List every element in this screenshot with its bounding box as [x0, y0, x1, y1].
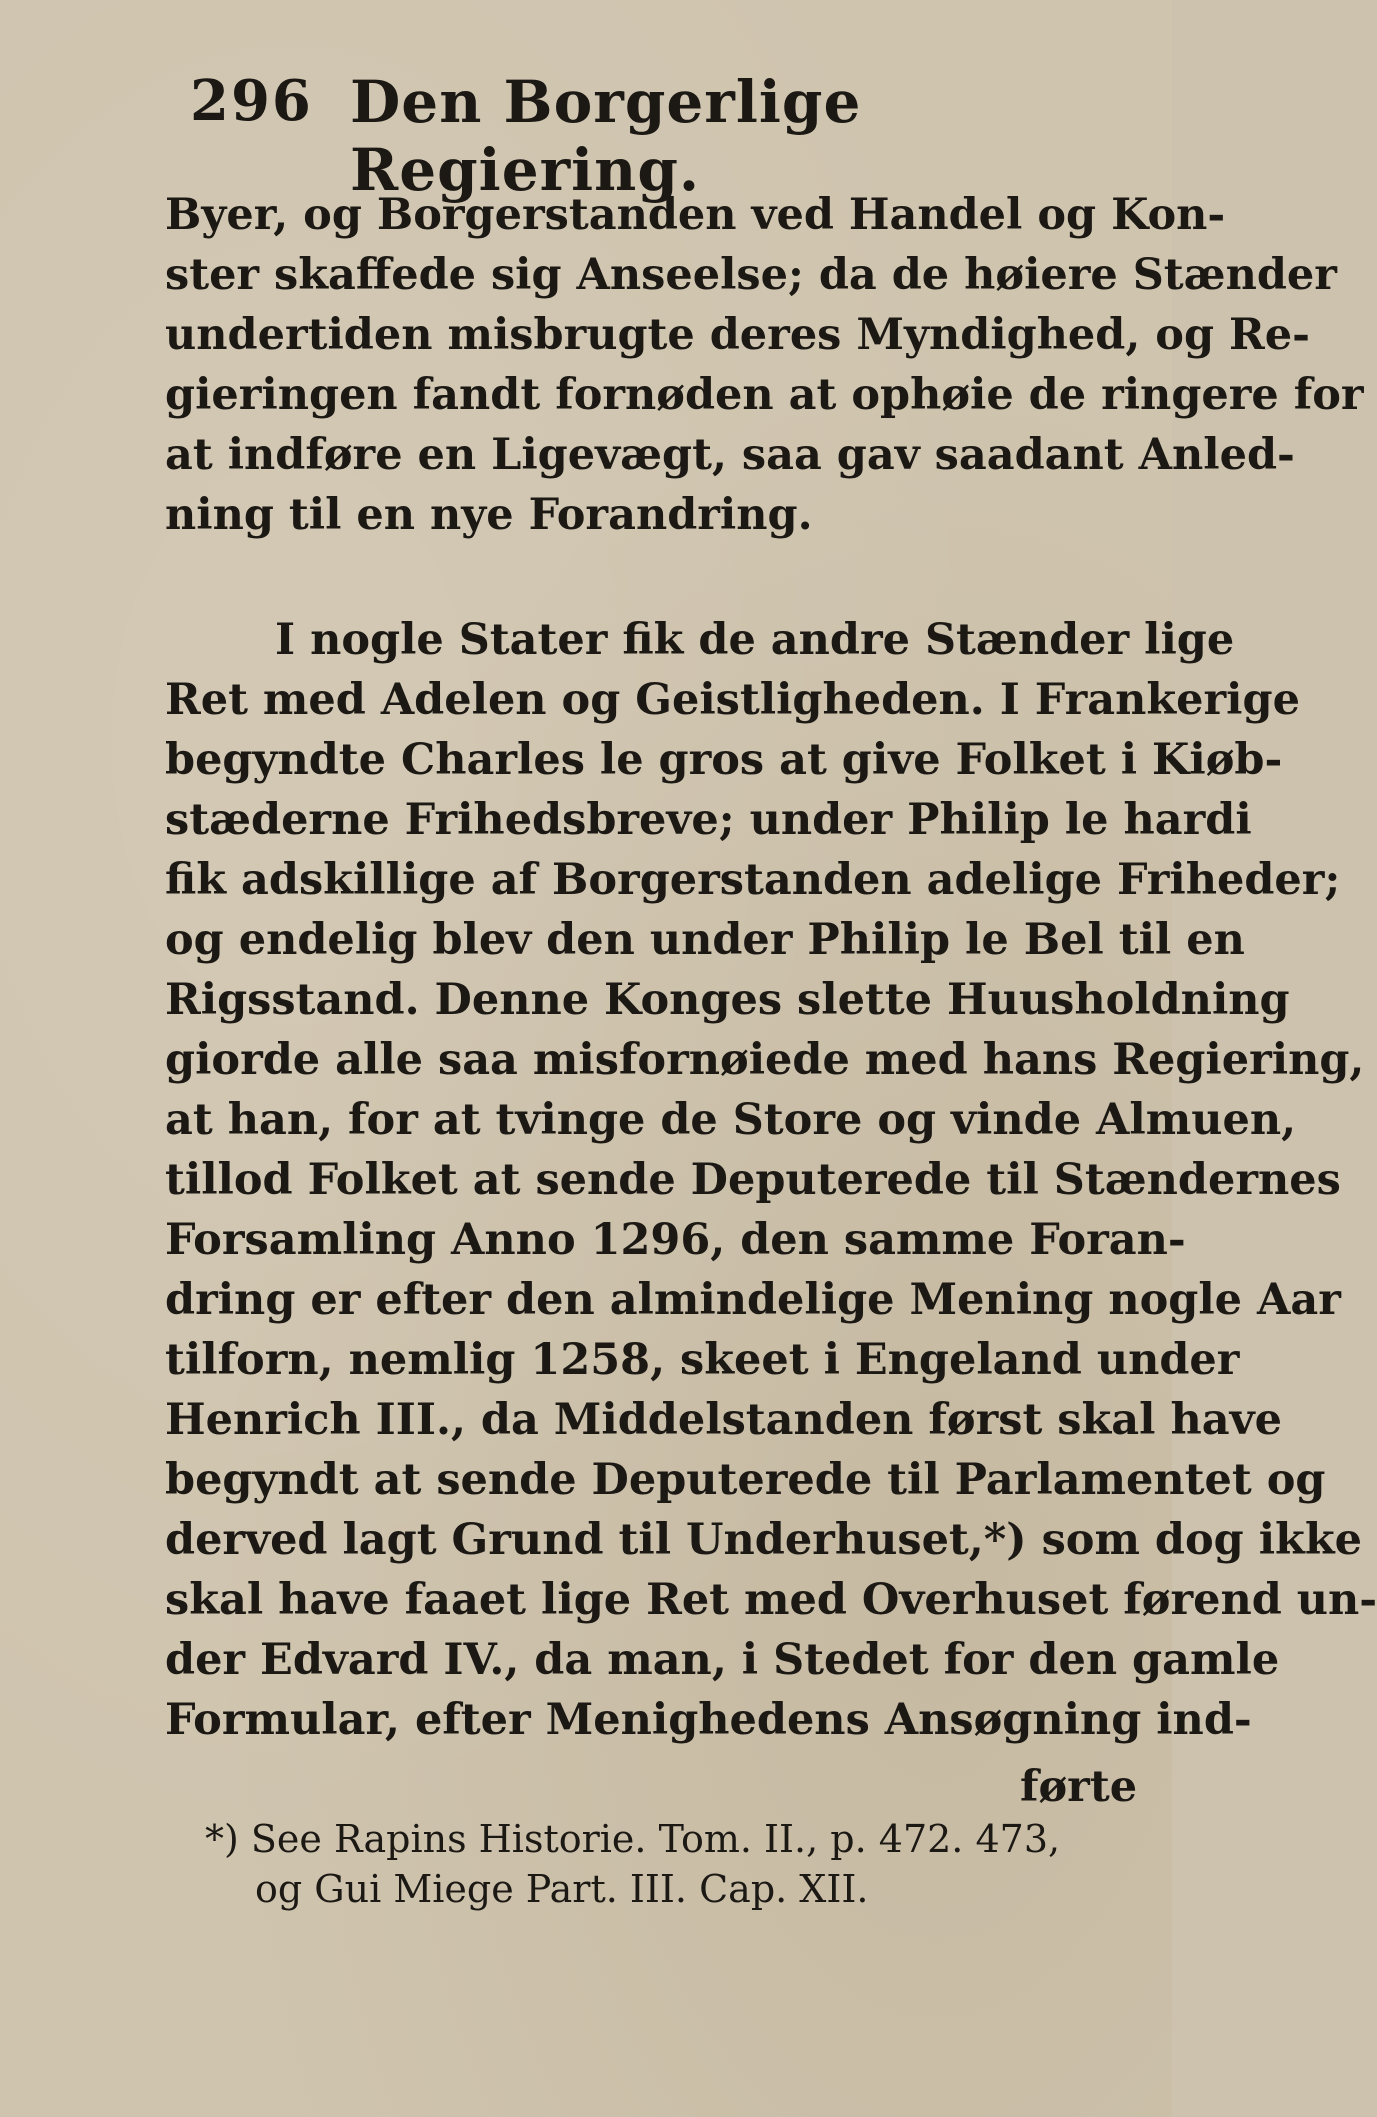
text-line: Ret med Adelen og Geistligheden. I Frankerige: [165, 675, 1300, 725]
text-line: Forsamling Anno 1296, den samme Foran-: [165, 1215, 1186, 1265]
text-line: tillod Folket at sende Deputerede til Stændernes: [165, 1155, 1341, 1205]
text-line: stæderne Frihedsbreve; under Philip le hardi: [165, 795, 1252, 845]
text-line: Byer, og Borgerstanden ved Handel og Kon-: [165, 190, 1226, 240]
text-line: begyndt at sende Deputerede til Parlamentet og: [165, 1455, 1326, 1505]
text-line: Rigsstand. Denne Konges slette Huusholdning: [165, 975, 1290, 1025]
text-line: begyndte Charles le gros at give Folket i Kiøb-: [165, 735, 1283, 785]
text-line: fik adskillige af Borgerstanden adelige Friheder;: [165, 855, 1341, 905]
page-number: 296: [190, 68, 313, 134]
text-line: at han, for at tvinge de Store og vinde Almuen,: [165, 1095, 1297, 1145]
footnote-line: *) See Rapins Historie. Tom. II., p. 472. 473,: [205, 1817, 1061, 1861]
text-line: og endelig blev den under Philip le Bel til en: [165, 915, 1245, 965]
text-line: I nogle Stater fik de andre Stænder lige: [275, 615, 1235, 665]
text-line: gieringen fandt fornøden at ophøie de ringere for: [165, 370, 1364, 420]
text-line: ning til en nye Forandring.: [165, 490, 813, 540]
text-line: tilforn, nemlig 1258, skeet i Engeland under: [165, 1335, 1240, 1385]
text-line: skal have faaet lige Ret med Overhuset førend un-: [165, 1575, 1377, 1625]
page-header: [190, 68, 1090, 204]
text-line: Henrich III., da Middelstanden først skal have: [165, 1395, 1282, 1445]
footnote-line: og Gui Miege Part. III. Cap. XII.: [255, 1867, 869, 1911]
text-line: derved lagt Grund til Underhuset,*) som dog ikke: [165, 1515, 1362, 1565]
text-line: at indføre en Ligevægt, saa gav saadant Anled-: [165, 430, 1295, 480]
text-line: Formular, efter Menighedens Ansøgning ind-: [165, 1695, 1252, 1745]
text-line: der Edvard IV., da man, i Stedet for den gamle: [165, 1635, 1280, 1685]
text-line: undertiden misbrugte deres Myndighed, og Re-: [165, 310, 1310, 360]
text-line: dring er efter den almindelige Mening nogle Aar: [165, 1275, 1341, 1325]
catchword: førte: [1020, 1762, 1138, 1812]
text-line: ster skaffede sig Anseelse; da de høiere Stænder: [165, 250, 1337, 300]
text-line: giorde alle saa misfornøiede med hans Regiering,: [165, 1035, 1365, 1085]
running-head: Den Borgerlige Regiering.: [350, 68, 862, 204]
